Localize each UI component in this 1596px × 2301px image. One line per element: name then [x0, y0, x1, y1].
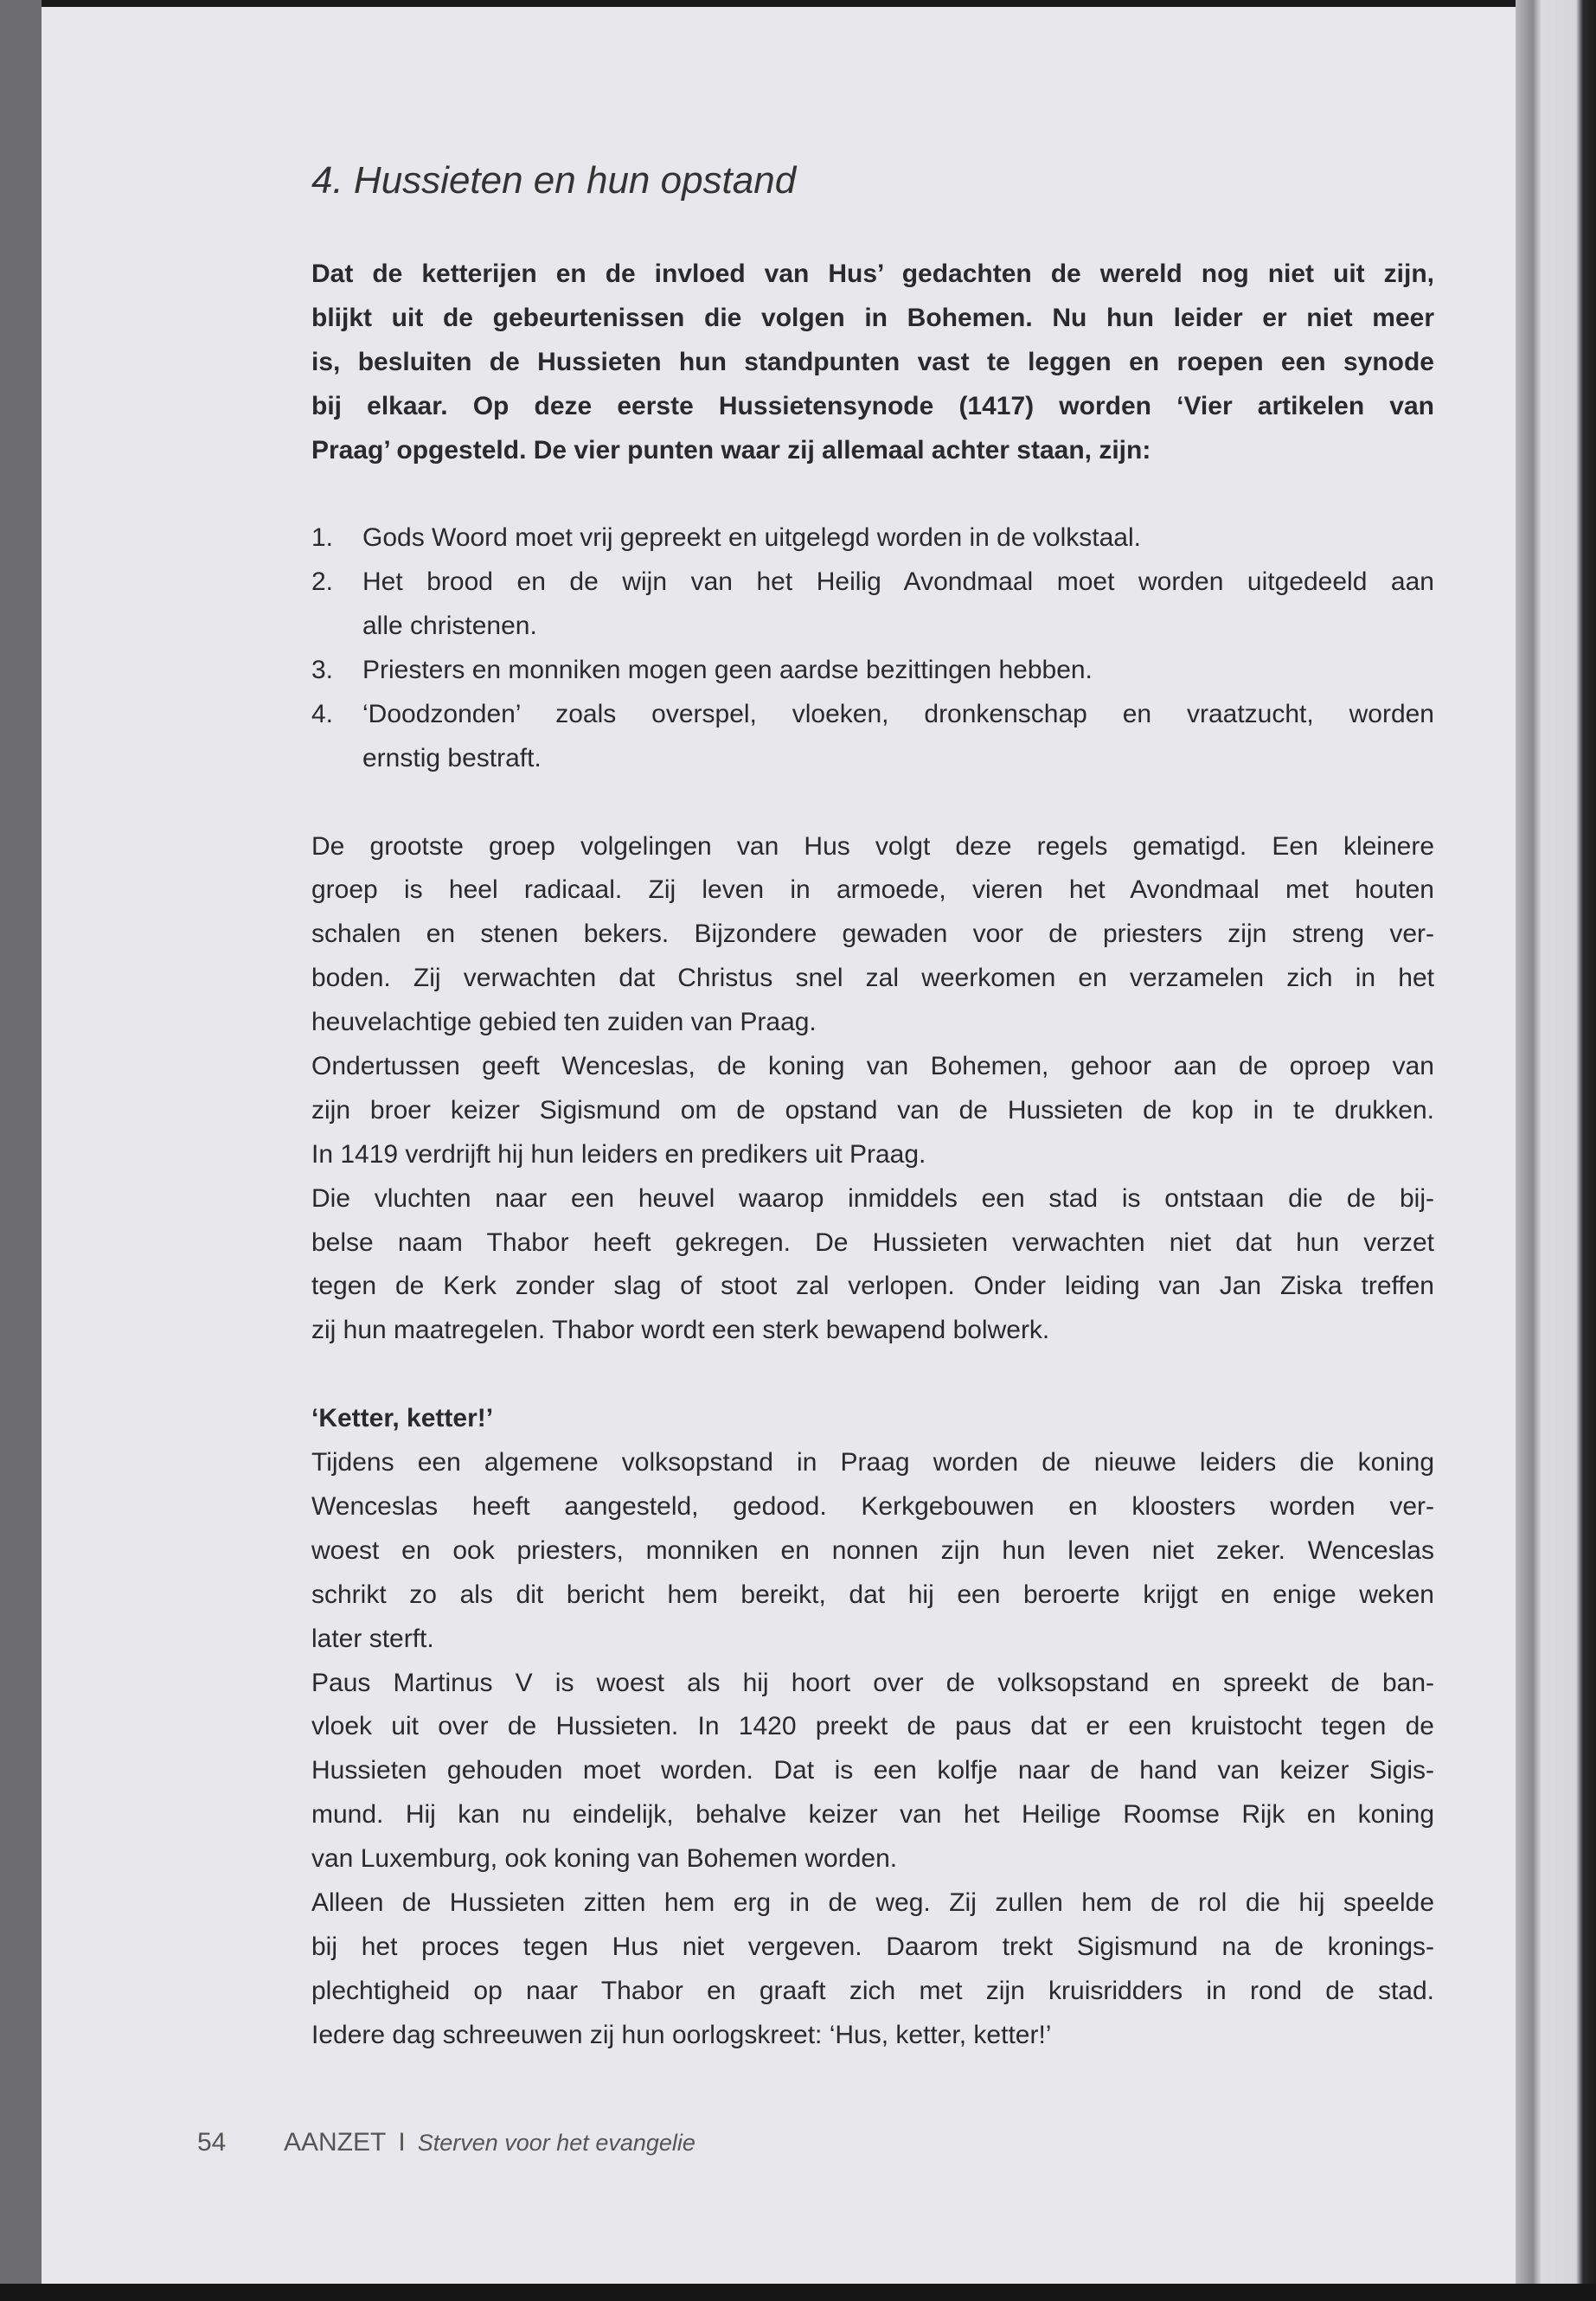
- text-line: mund. Hij kan nu eindelijk, behalve keizer van het Heilige Roomse Rijk en koning: [311, 1800, 1434, 1830]
- paragraph: [311, 1045, 1434, 1177]
- text-line: Alleen de Hussieten zitten hem erg in de weg. Zij zullen hem de rol die hij speelde: [311, 1888, 1434, 1917]
- text-line: zij hun maatregelen. Thabor wordt een sterk bewapend bolwerk.: [311, 1316, 1050, 1345]
- list-item: [311, 693, 1434, 781]
- text-line: ‘Doodzonden’ zoals overspel, vloeken, dronkenschap en vraatzucht, worden: [362, 699, 1434, 728]
- text-line: Gods Woord moet vrij gepreekt en uitgelegd worden in de volkstaal.: [362, 523, 1141, 553]
- text-line: De grootste groep volgelingen van Hus volgt deze regels gematigd. Een kleinere: [311, 831, 1434, 861]
- list-item: [311, 649, 1434, 693]
- text-line: Wenceslas heeft aangesteld, gedood. Kerkgebouwen en kloosters worden ver-: [311, 1491, 1434, 1521]
- body-section-1: [311, 825, 1434, 1354]
- text-line: belse naam Thabor heeft gekregen. De Hussieten verwachten niet dat hun verzet: [311, 1227, 1434, 1257]
- text-line: bij elkaar. Op deze eerste Hussietensynode (1417) worden ‘Vier artikelen van: [311, 391, 1434, 420]
- list-item: [311, 516, 1434, 561]
- text-line: Dat de ketterijen en de invloed van Hus’ gedachten de wereld nog niet uit zijn,: [311, 260, 1434, 288]
- paragraph: [311, 1177, 1434, 1354]
- text-line: vloek uit over de Hussieten. In 1420 preekt de paus dat er een kruistocht tegen de: [311, 1712, 1434, 1741]
- intro-paragraph: [311, 253, 1434, 472]
- text-line: In 1419 verdrijft hij hun leiders en predikers uit Praag.: [311, 1139, 926, 1169]
- text-line: zijn broer keizer Sigismund om de opstand van de Hussieten de kop in te drukken.: [311, 1095, 1434, 1125]
- text-line: ernstig bestraft.: [362, 743, 542, 772]
- page-footer: [197, 2128, 695, 2157]
- list-number: 1.: [311, 523, 334, 553]
- text-line: boden. Zij verwachten dat Christus snel zal weerkomen en verzamelen zich in het: [311, 964, 1434, 993]
- page-number: 54: [197, 2128, 227, 2157]
- text-line: van Luxemburg, ook koning van Bohemen worden.: [311, 1844, 898, 1874]
- text-line: Die vluchten naar een heuvel waarop inmiddels een stad is ontstaan die de bij-: [311, 1183, 1434, 1213]
- book-title: Sterven voor het evangelie: [417, 2130, 695, 2156]
- text-line: Iedere dag schreeuwen zij hun oorlogskreet: ‘Hus, ketter, ketter!’: [311, 2020, 1052, 2049]
- series-name: AANZET: [284, 2128, 387, 2157]
- scan-edge-bottom: [0, 2284, 1596, 2301]
- text-line: later sterft.: [311, 1624, 434, 1653]
- text-line: Tijdens een algemene volksopstand in Praag worden de nieuwe leiders die koning: [311, 1448, 1434, 1477]
- page-body: [311, 253, 1434, 2058]
- text-line: groep is heel radicaal. Zij leven in armoede, vieren het Avondmaal met houten: [311, 875, 1434, 905]
- text-line: is, besluiten de Hussieten hun standpunten vast te leggen en roepen een synode: [311, 347, 1434, 376]
- text-line: schrikt zo als dit bericht hem bereikt, dat hij een beroerte krijgt en enige weken: [311, 1580, 1434, 1609]
- text-line: Het brood en de wijn van het Heilig Avondmaal moet worden uitgedeeld aan: [362, 567, 1434, 597]
- list-number: 3.: [311, 656, 334, 685]
- text-line: bij het proces tegen Hus niet vergeven. Daarom trekt Sigismund na de kronings-: [311, 1932, 1434, 1961]
- scan-edge-left: [0, 0, 42, 2301]
- text-line: Praag’ opgesteld. De vier punten waar zij allemaal achter staan, zijn:: [311, 435, 1151, 465]
- paragraph: [311, 1441, 1434, 1661]
- numbered-list: [311, 516, 1434, 780]
- book-spine-edge: [1516, 0, 1596, 2301]
- chapter-heading: 4. Hussieten en hun opstand: [311, 159, 797, 202]
- text-line: blijkt uit de gebeurtenissen die volgen in Bohemen. Nu hun leider er niet meer: [311, 303, 1434, 332]
- subheading: ‘Ketter, ketter!’: [311, 1404, 494, 1433]
- paragraph: [311, 1662, 1434, 1881]
- text-line: Priesters en monniken mogen geen aardse bezittingen hebben.: [362, 656, 1093, 685]
- text-line: Hussieten gehouden moet worden. Dat is een kolfje naar de hand van keizer Sigis-: [311, 1756, 1434, 1785]
- footer-separator: I: [398, 2128, 406, 2157]
- list-number: 4.: [311, 699, 334, 728]
- body-section-2: [311, 1441, 1434, 2057]
- list-number: 2.: [311, 567, 334, 597]
- scan-edge-top: [0, 0, 1596, 7]
- text-line: schalen en stenen bekers. Bijzondere gewaden voor de priesters zijn streng ver-: [311, 920, 1434, 949]
- text-line: woest en ook priesters, monniken en nonnen zijn hun leven niet zeker. Wenceslas: [311, 1535, 1434, 1565]
- text-line: heuvelachtige gebied ten zuiden van Praag.: [311, 1008, 817, 1037]
- text-line: Ondertussen geeft Wenceslas, de koning van Bohemen, gehoor aan de oproep van: [311, 1052, 1434, 1081]
- paragraph: [311, 825, 1434, 1045]
- text-line: tegen de Kerk zonder slag of stoot zal verlopen. Onder leiding van Jan Ziska treffen: [311, 1272, 1434, 1301]
- text-line: Paus Martinus V is woest als hij hoort over de volksopstand en spreekt de ban-: [311, 1668, 1434, 1697]
- list-item: [311, 561, 1434, 649]
- text-line: plechtigheid op naar Thabor en graaft zich met zijn kruisridders in rond de stad.: [311, 1976, 1434, 2005]
- paragraph: [311, 1881, 1434, 2058]
- text-line: alle christenen.: [362, 612, 537, 641]
